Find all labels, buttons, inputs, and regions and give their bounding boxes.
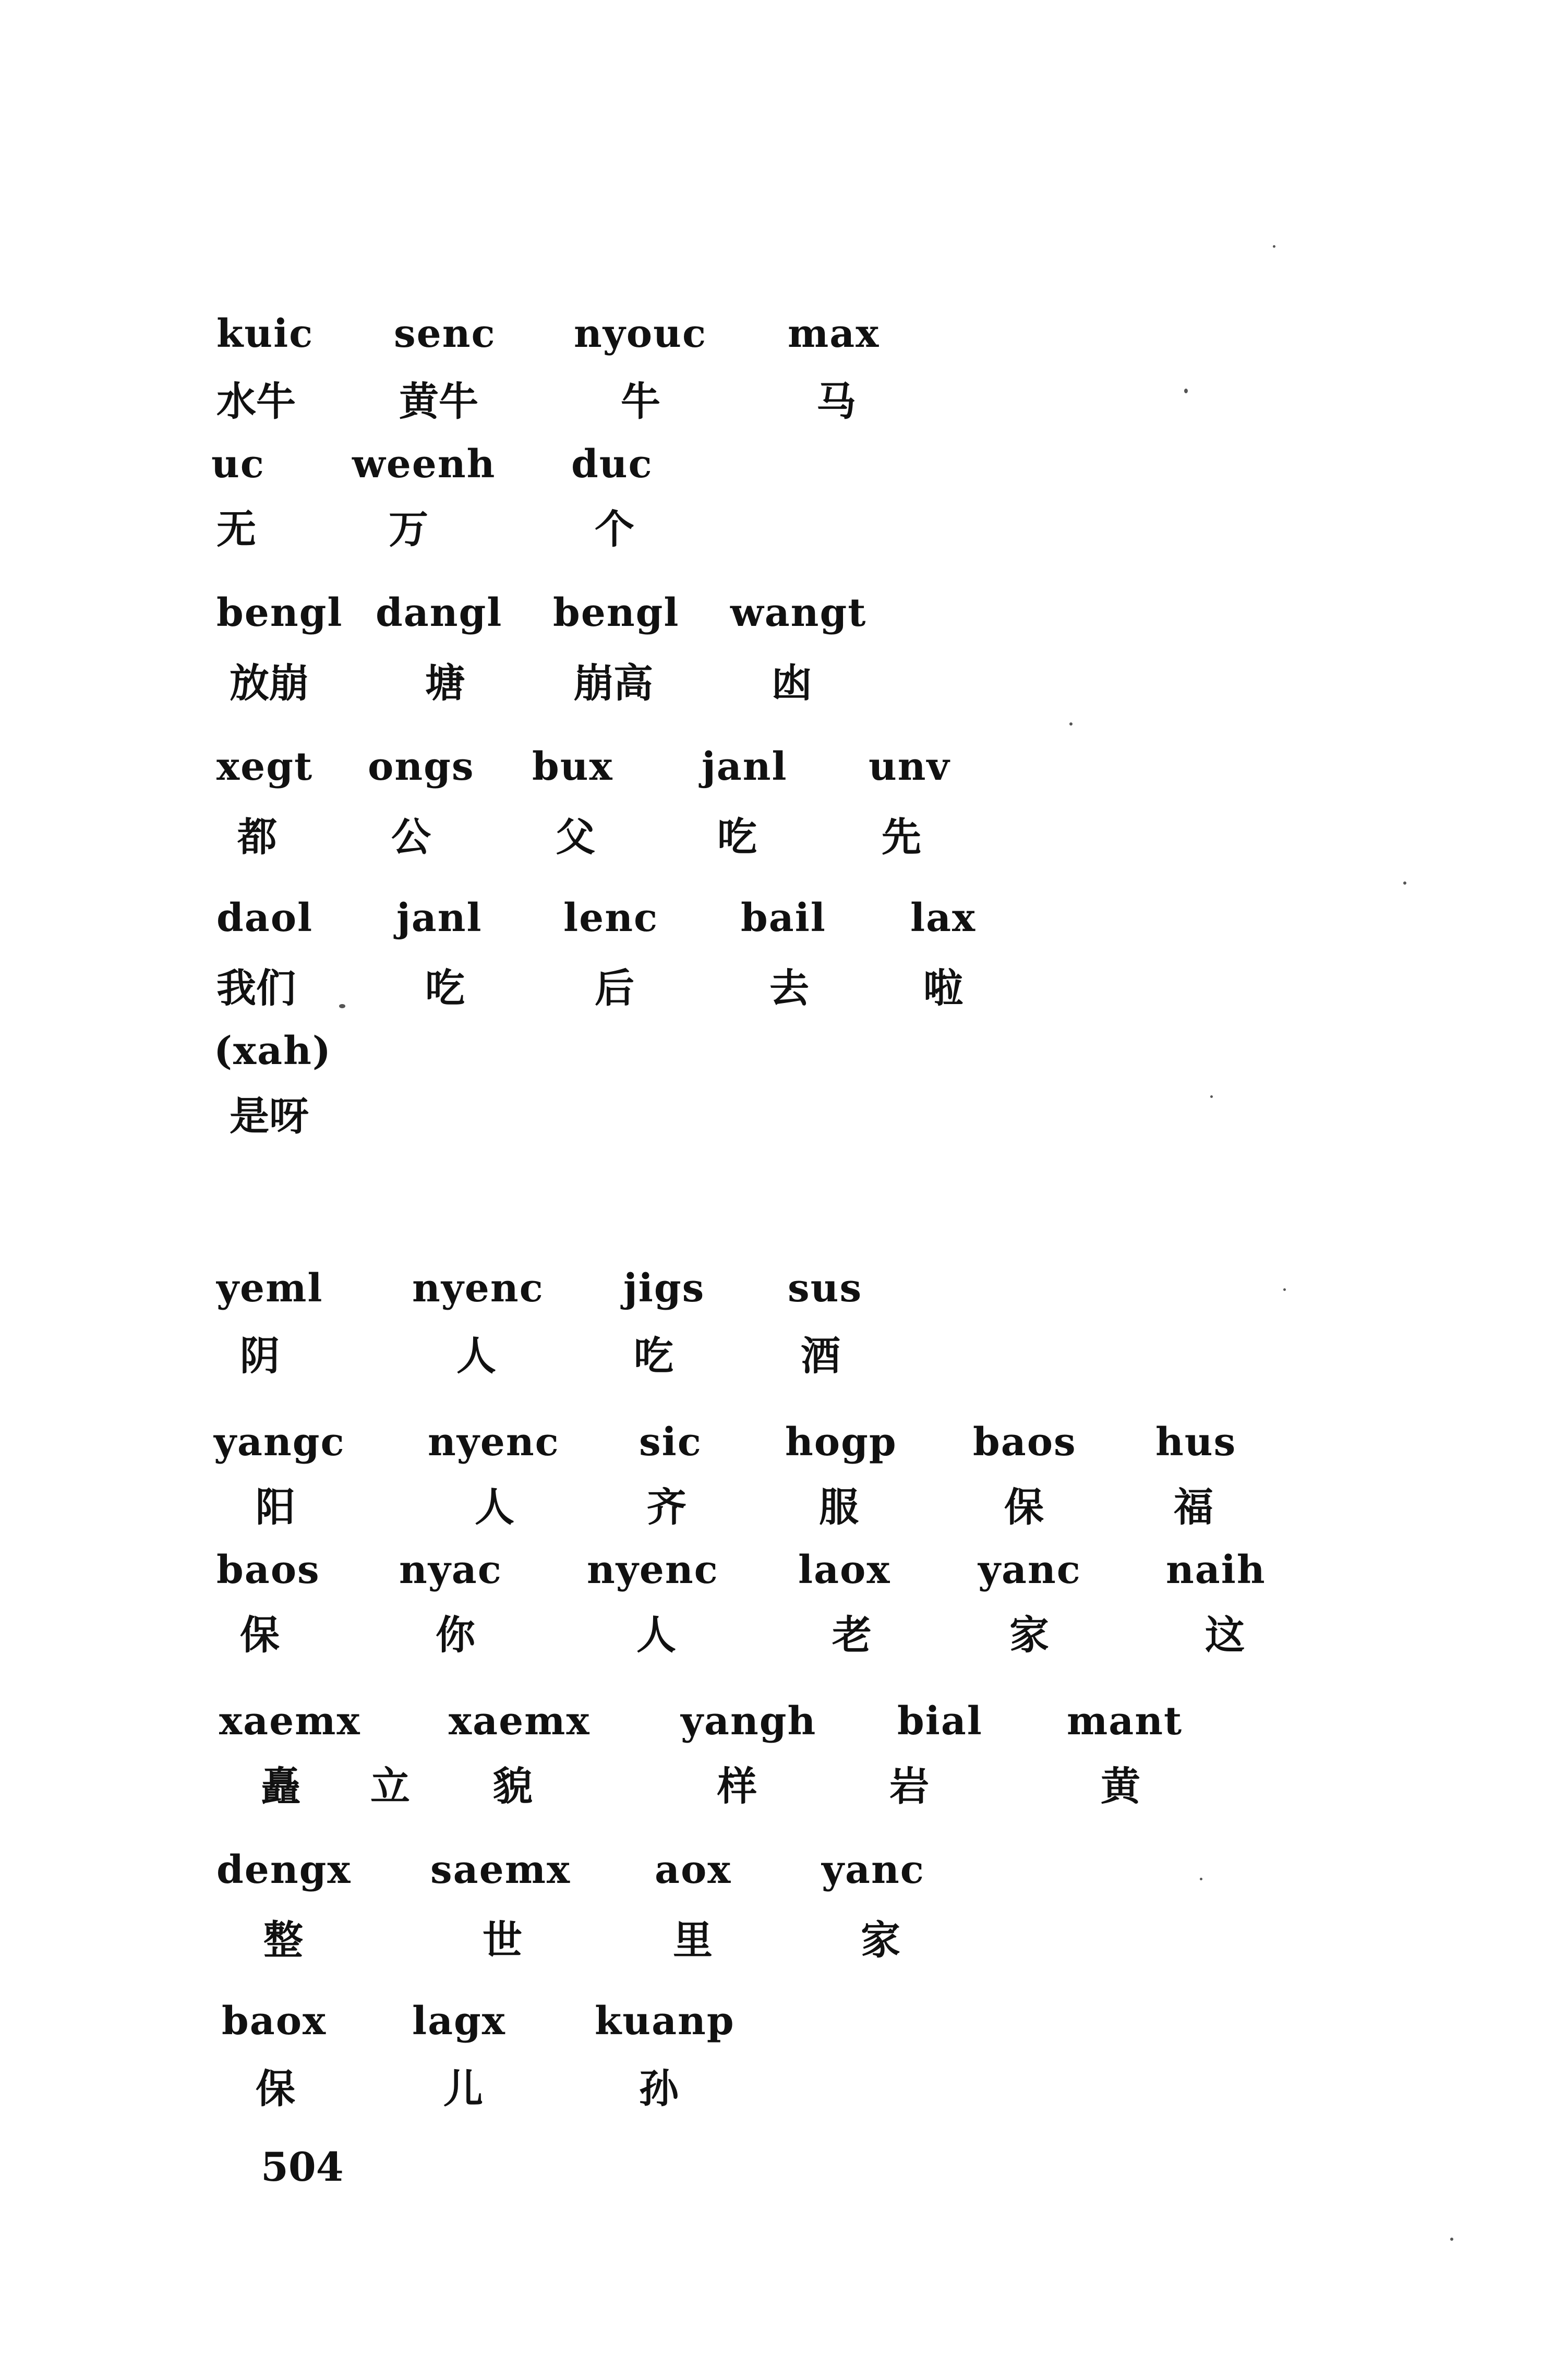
romanized-word: bengl [553,590,680,635]
romanized-word: unv [869,744,950,789]
chinese-word: 放崩 [230,660,309,706]
romanized-word: yeml [216,1266,323,1311]
romanized-word: baos [216,1548,320,1592]
romanized-word: mant [1067,1699,1183,1744]
romanized-word: wangt [730,590,867,635]
romanized-word: max [788,311,880,356]
chinese-line [0,373,1542,430]
chinese-word: 世 [483,1917,522,1963]
romanized-word: hogp [785,1420,897,1465]
romanized-line [0,1022,1542,1080]
romanized-word: yanc [978,1548,1081,1592]
chinese-line [0,1327,1542,1385]
romanized-word: yangh [681,1699,817,1744]
romanized-line [0,584,1542,642]
chinese-word: 都 [237,814,277,860]
scan-speck [1403,881,1406,885]
chinese-word: 吃 [425,965,465,1011]
chinese-word: 去 [769,965,809,1011]
page-number: 504 [261,2144,344,2190]
romanized-line [0,1693,1542,1750]
romanized-word: xegt [216,744,314,789]
chinese-word: 是呀 [230,1093,309,1139]
chinese-word: 吃 [634,1333,673,1379]
romanized-line [0,436,1542,493]
romanized-line [0,738,1542,795]
scan-speck [1210,1095,1213,1098]
romanized-word: (xah) [214,1029,332,1073]
scan-speck [1273,245,1275,248]
romanized-word: bail [741,896,826,940]
chinese-line [0,1479,1542,1536]
chinese-word: 服 [819,1484,859,1530]
chinese-word: 矗 [261,1763,300,1809]
chinese-word: 保 [1004,1484,1044,1530]
scan-speck [1450,2238,1453,2241]
romanized-line [0,1841,1542,1899]
chinese-line [0,1606,1542,1664]
romanized-word: daol [216,896,314,940]
chinese-word: 这 [1205,1612,1245,1658]
chinese-line [0,655,1542,712]
chinese-word: 里 [673,1917,713,1963]
chinese-word: 个 [595,506,634,552]
chinese-word: 立 [370,1763,410,1809]
chinese-line [0,1758,1542,1815]
romanized-word: janl [702,744,788,789]
chinese-word: 崩高 [574,660,653,706]
chinese-line [0,808,1542,866]
romanized-word: duc [571,442,653,487]
romanized-word: naih [1166,1548,1266,1592]
chinese-word: 整 [263,1917,303,1963]
chinese-word: 父 [556,814,595,860]
romanized-word: laox [798,1548,891,1592]
chinese-word: 黄 [1101,1763,1140,1809]
romanized-word: nyenc [428,1420,560,1465]
romanized-word: kuanp [595,1999,735,2044]
romanized-word: baox [222,1999,327,2044]
romanized-word: bial [897,1699,983,1744]
romanized-line [0,1992,1542,2050]
romanized-word: nyouc [574,311,707,356]
chinese-word: 人 [456,1333,496,1379]
romanized-line [0,1413,1542,1471]
romanized-word: hus [1155,1420,1237,1465]
romanized-word: yangc [214,1420,345,1465]
chinese-word: 公 [391,814,431,860]
scan-speck [1184,389,1188,393]
chinese-line [0,1088,1542,1145]
chinese-word: 岩 [889,1763,929,1809]
romanized-word: senc [394,311,496,356]
romanized-word: bengl [216,590,343,635]
romanized-word: aox [655,1847,732,1892]
romanized-word: lax [910,896,977,940]
romanized-word: uc [211,442,265,487]
chinese-word: 水牛 [216,378,296,425]
romanized-word: janl [396,896,483,940]
chinese-word: 样 [717,1763,757,1809]
romanized-word: yanc [822,1847,925,1892]
chinese-word: 儿 [443,2065,483,2112]
chinese-word: 凼 [772,660,812,706]
scan-speck [339,1004,345,1008]
romanized-word: nyenc [587,1548,719,1592]
chinese-word: 人 [636,1612,676,1658]
chinese-word: 马 [816,378,856,425]
chinese-line [0,501,1542,558]
romanized-word: ongs [368,744,475,789]
romanized-word: weenh [352,442,496,487]
romanized-word: nyac [399,1548,502,1592]
romanized-word: xaemx [219,1699,361,1744]
scan-speck [1283,1288,1286,1291]
romanized-word: lagx [412,1999,506,2044]
chinese-word: 貌 [493,1763,533,1809]
romanized-word: xaemx [449,1699,591,1744]
romanized-word: saemx [430,1847,571,1892]
scan-speck [1069,722,1073,726]
chinese-word: 牛 [621,378,660,425]
chinese-word: 我们 [216,965,296,1011]
romanized-word: sic [639,1420,702,1465]
romanized-word: lenc [563,896,659,940]
chinese-word: 阳 [256,1484,295,1530]
romanized-word: dangl [376,590,503,635]
chinese-word: 万 [389,506,428,552]
chinese-word: 保 [240,1612,280,1658]
romanized-line [0,1541,1542,1599]
chinese-word: 啦 [923,965,963,1011]
chinese-word: 先 [882,814,921,860]
chinese-word: 酒 [801,1333,840,1379]
chinese-word: 保 [256,2065,295,2112]
chinese-word: 家 [1009,1612,1049,1658]
chinese-word: 黄牛 [399,378,478,425]
chinese-word: 无 [216,506,256,552]
chinese-line [0,960,1542,1017]
chinese-word: 老 [832,1612,872,1658]
chinese-word: 后 [595,965,634,1011]
chinese-word: 福 [1174,1484,1213,1530]
chinese-word: 人 [475,1484,514,1530]
romanized-word: dengx [216,1847,352,1892]
romanized-word: baos [973,1420,1077,1465]
romanized-line [0,305,1542,363]
romanized-word: sus [788,1266,863,1311]
romanized-line [0,1260,1542,1317]
chinese-line [0,2060,1542,2118]
chinese-word: 孙 [639,2065,679,2112]
romanized-word: bux [532,744,613,789]
chinese-word: 塘 [425,660,465,706]
chinese-line [0,1912,1542,1969]
chinese-word: 齐 [647,1484,686,1530]
chinese-word: 吃 [717,814,757,860]
chinese-word: 家 [861,1917,900,1963]
romanized-word: kuic [216,311,314,356]
chinese-word: 你 [436,1612,475,1658]
scan-speck [1200,1878,1202,1880]
romanized-line [0,889,1542,947]
romanized-word: jigs [623,1266,705,1311]
romanized-word: nyenc [412,1266,544,1311]
chinese-word: 阴 [240,1333,280,1379]
